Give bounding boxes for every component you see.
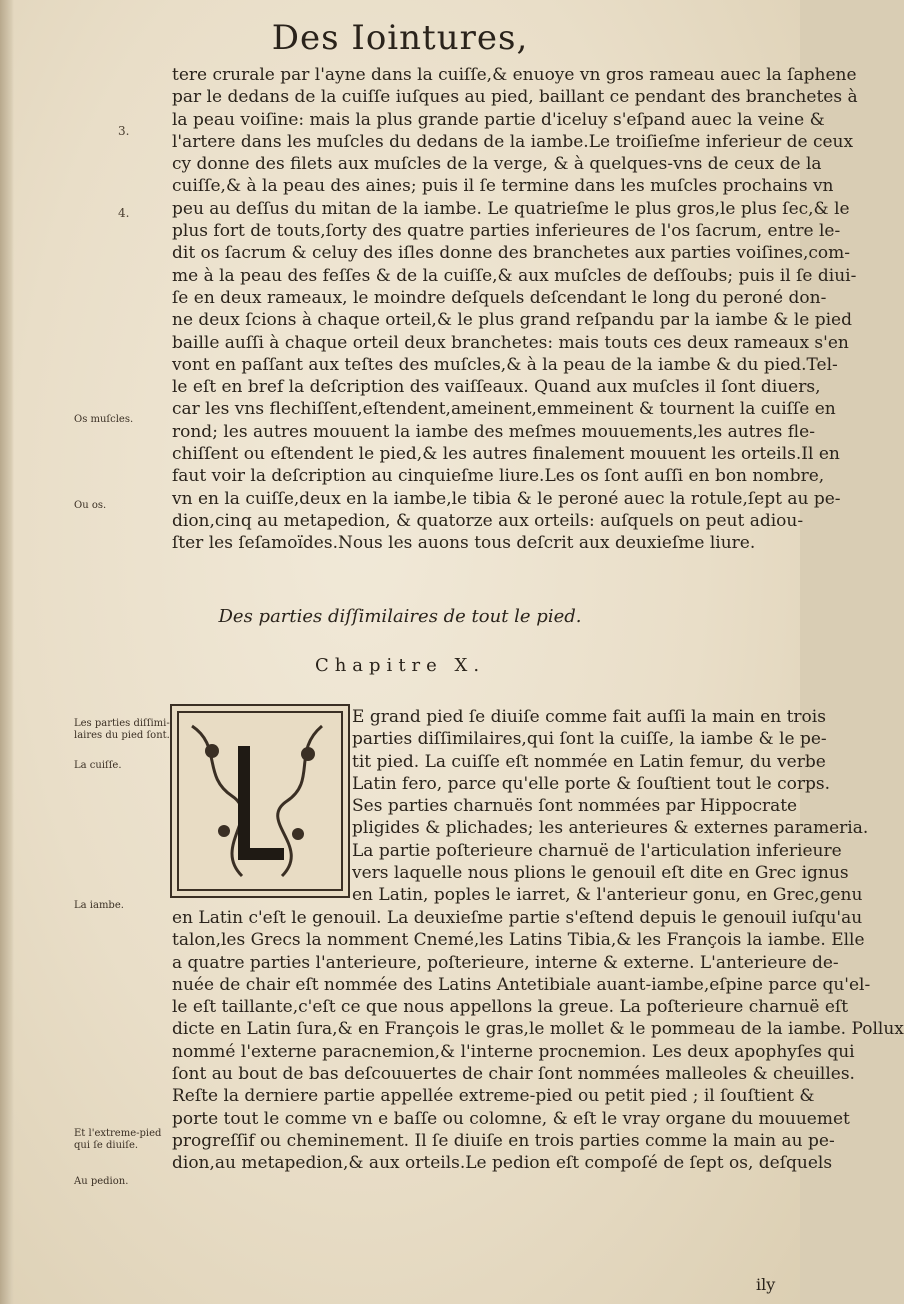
text-line: ſter les ſeſamoïdes.Nous les auons tous deſcrit aux deuxieſme liure. [172,533,756,554]
text-line: vn en la cuiſſe,deux en la iambe,le tibia & le peroné auec la rotule,ſept au pe- [172,488,841,509]
text-line: talon,les Grecs la nomment Cnemé,les Latins Tibia,& les François la iambe. Elle [172,930,865,951]
text-line: baille auſſi à chaque orteil deux branchetes: mais touts ces deux rameaux s'en [172,332,849,353]
text-line: progreſſif ou cheminement. Il ſe diuiſe en trois parties comme la main au pe- [172,1130,835,1151]
text-line: tit pied. La cuiſſe eſt nommée en Latin femur, du verbe [352,751,826,772]
paragraph-foot-parts-narrow [172,706,869,907]
margin-note-pedion: Au pedion. [74,1176,129,1187]
text-line: Ses parties charnuës ſont nommées par Hippocrate [352,796,798,817]
margin-note-iambe: La iambe. [74,900,124,911]
text-line: faut voir la deſcription au cinquieſme liure.Les os ſont auſſi en bon nombre, [172,466,825,487]
margin-number-3: 3. [118,124,130,138]
margin-note-extreme-pied: Et l'extreme-pied qui ſe diuiſe. [74,1128,162,1151]
text-line: plus fort de touts,ſorty des quatre parties inferieures de l'os ſacrum, entre le- [172,221,841,242]
text-line: nuée de chair eſt nommée des Latins Antetibiale auant-iambe,eſpine parce qu'el- [172,974,871,995]
margin-number-4: 4. [118,206,130,220]
text-line: vont en paſſant aux teſtes des muſcles,& à la peau de la iambe & du pied.Tel- [172,354,838,375]
text-line: dit os ſacrum & celuy des iſles donne des branchetes aux parties voiſines,com- [172,243,851,264]
text-line: La partie poſterieure charnuë de l'articulation inferieure [352,840,842,861]
text-line: vers laquelle nous plions le genouil eſt dite en Grec ignus [352,863,849,884]
page-spine-shadow [0,0,14,1304]
text-line: Reſte la derniere partie appellée extreme-pied ou petit pied ; il ſouſtient & [172,1086,815,1107]
text-line: nommé l'externe paracnemion,& l'interne procnemion. Les deux apophyſes qui [172,1041,855,1062]
text-line: le eſt en bref la deſcription des vaiſſeaux. Quand aux muſcles il ſont diuers, [172,377,821,398]
text-line: chiſſent ou eſtendent le pied,& les autres finalement mouuent les orteils.Il en [172,444,840,465]
text-line: pligides & plichades; les anterieures & externes parameria. [352,818,869,839]
text-line: en Latin, poples le iarret, & l'anterieur gonu, en Grec,genu [352,885,863,906]
text-line: a quatre parties l'anterieure, poſterieure, interne & externe. L'anterieure de- [172,952,839,973]
text-line: tere crurale par l'ayne dans la cuiſſe,& enuoye vn gros rameau auec la ſaphene [172,65,857,85]
text-line: car les vns flechiſſent,eſtendent,ameinent,emmeinent & tournent la cuiſſe en [172,399,836,420]
text-line: parties diſſimilaires,qui ſont la cuiſſe, la iambe & le pe- [352,729,827,750]
text-line: le eſt taillante,c'eſt ce que nous appellons la greue. La poſterieure charnuë eſt [172,997,849,1018]
text-line: la peau voiſine: mais la plus grande partie d'iceluy s'eſpand auec la veine & [172,109,825,130]
text-line: ne deux ſcions à chaque orteil,& le plus grand reſpandu par la iambe & le pied [172,310,852,331]
text-line: dion,au metapedion,& aux orteils.Le pedion eſt compoſé de ſept os, deſquels [172,1153,833,1174]
text-line: dicte en Latin ſura,& en François le gras,le mollet & le pommeau de la iambe. Pollux [172,1019,904,1040]
text-line: ſe en deux rameaux, le moindre deſquels deſcendant le long du peroné don- [172,287,827,308]
text-line: peu au deſſus du mitan de la iambe. Le quatrieſme le plus gros,le plus ſec,& le [172,198,850,219]
margin-note-parties: Les parties diſſimi-laires du pied ſont. [74,718,170,741]
catchword: ily [756,1275,776,1294]
paragraph-vessels-muscles [172,64,858,555]
running-header: Des Iointures, [271,18,529,58]
text-line: cy donne des filets aux muſcles de la verge, & à quelques-vns de ceux de la [172,154,822,175]
text-line: cuiſſe,& à la peau des aines; puis il ſe termine dans les muſcles prochains vn [172,176,834,197]
text-line: Latin fero, parce qu'elle porte & ſouſtient tout le corps. [352,773,831,794]
text-line: dion,cinq au metapedion, & quatorze aux orteils: auſquels on peut adiou- [172,510,804,531]
paragraph-foot-parts-full [172,907,904,1175]
text-line: rond; les autres mouuent la iambe des meſmes mouuements,les autres fle- [172,421,815,442]
text-line: me à la peau des feſſes & de la cuiſſe,& aux muſcles de deſſoubs; puis il ſe diui- [172,265,857,286]
margin-note-os-muscles: Os muſcles. [74,414,134,425]
text-line: porte tout le comme vn e baſſe ou colomne, & eſt le vray organe du mouuemet [172,1108,850,1129]
text-line: ſont au bout de bas deſcouuertes de chair ſont nommées malleoles & cheuilles. [172,1064,855,1085]
text-line: par le dedans de la cuiſſe iuſques au pied, baillant ce pendant des branchetes à [172,87,858,108]
text-line: en Latin c'eſt le genouil. La deuxieſme partie s'eſtend depuis le genouil iuſqu'au [172,908,863,928]
margin-note-cuisse: La cuiſſe. [74,760,122,771]
margin-note-os: Ou os. [74,500,107,511]
text-line: l'artere dans les muſcles du dedans de la iambe.Le troiſieſme inferieur de ceux [172,131,854,152]
text-line: E grand pied ſe diuiſe comme fait auſſi la main en trois [352,707,826,727]
chapter-heading: Chapitre X. [314,655,486,676]
section-title: Des parties diſſimilaires de tout le pied. [218,606,582,627]
